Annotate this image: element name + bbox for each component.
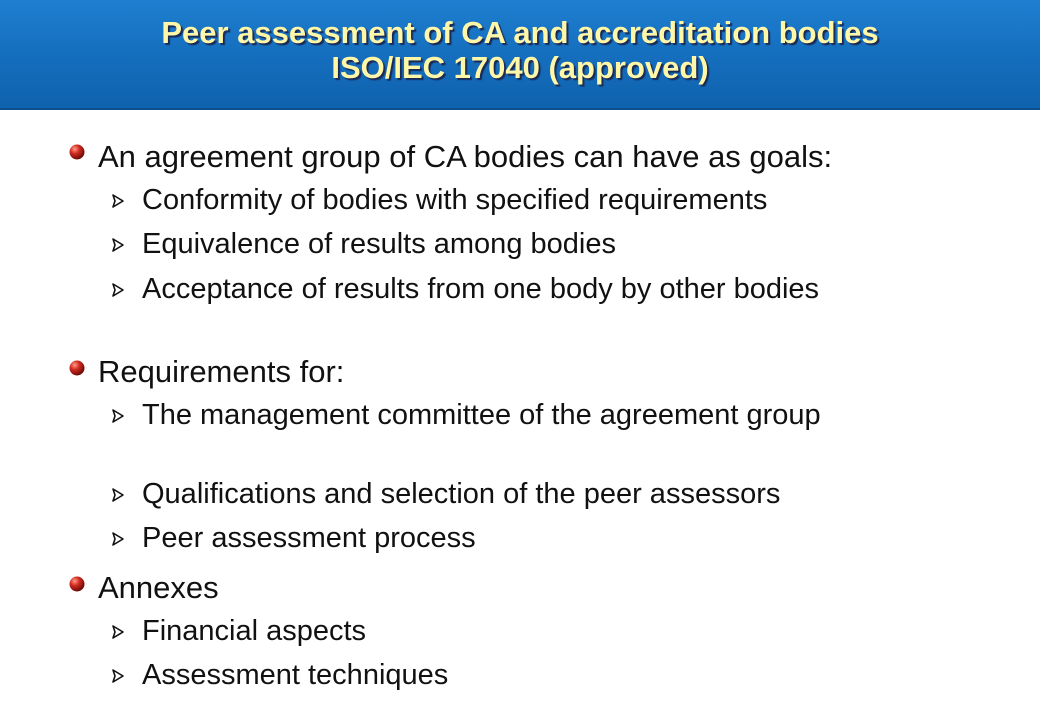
- list-item: The management committee of the agreement group: [142, 399, 821, 431]
- arrowhead-bullet-icon: [110, 530, 126, 548]
- arrowhead-bullet-icon: [110, 236, 126, 254]
- list-item: Assessment techniques: [142, 659, 449, 691]
- arrowhead-bullet-icon: [110, 667, 126, 685]
- section-heading: Requirements for:: [98, 354, 345, 389]
- slide-title-line1: Peer assessment of CA and accreditation bodies: [161, 15, 879, 50]
- list-item: Equivalence of results among bodies: [142, 228, 616, 260]
- list-item: Peer assessment process: [142, 522, 476, 554]
- section-heading: An agreement group of CA bodies can have as goals:: [98, 139, 833, 174]
- arrowhead-bullet-icon: [110, 281, 126, 299]
- arrowhead-bullet-icon: [110, 407, 126, 425]
- red-sphere-bullet-icon: [65, 356, 89, 380]
- list-item: Qualifications and selection of the peer assessors: [142, 478, 781, 510]
- arrowhead-bullet-icon: [110, 486, 126, 504]
- slide-title-line2: ISO/IEC 17040 (approved): [331, 50, 709, 85]
- red-sphere-bullet-icon: [65, 572, 89, 596]
- red-sphere-bullet-icon: [65, 140, 89, 164]
- arrowhead-bullet-icon: [110, 192, 126, 210]
- list-item: Conformity of bodies with specified requirements: [142, 184, 768, 216]
- list-item: Acceptance of results from one body by other bodies: [142, 273, 820, 305]
- section-heading: Annexes: [98, 570, 219, 605]
- list-item: Financial aspects: [142, 615, 367, 647]
- arrowhead-bullet-icon: [110, 623, 126, 641]
